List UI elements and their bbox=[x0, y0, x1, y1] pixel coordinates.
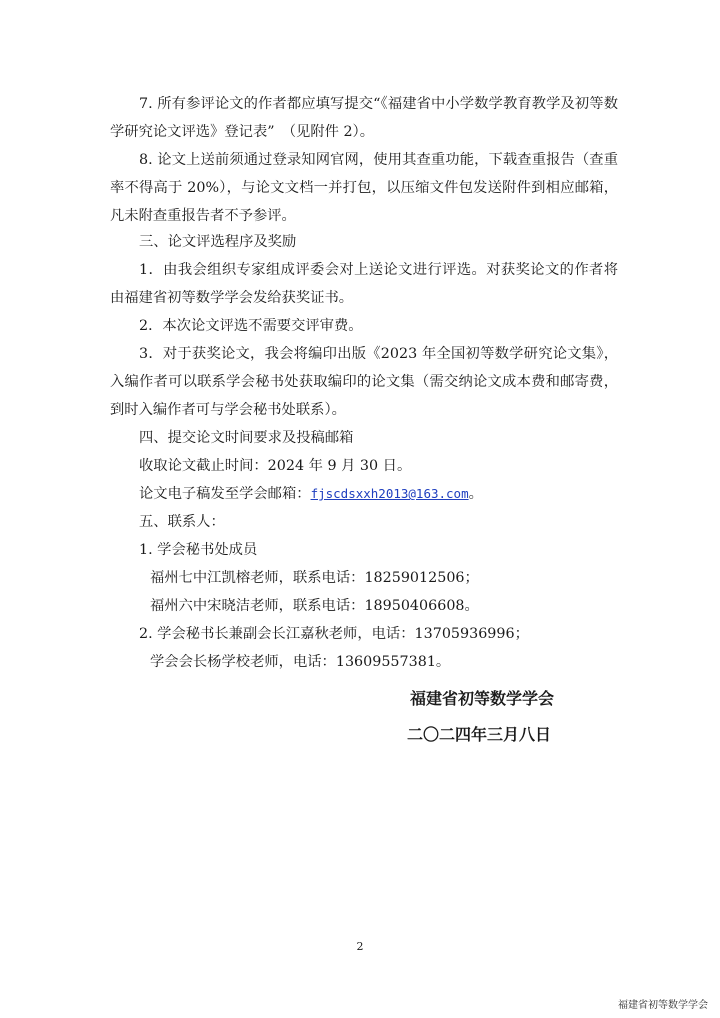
section-4-heading: 四、提交论文时间要求及投稿邮箱 bbox=[139, 430, 354, 446]
contact-song-xiaojie: 福州六中宋晓洁老师，联系电话：18950406608。 bbox=[150, 598, 479, 614]
email-suffix: 。 bbox=[468, 486, 483, 502]
paragraph-8: 8. 论文上送前须通过登录知网官网，使用其查重功能，下载查重报告（查重率不得高于 20%），与论文文档一并打包，以压缩文件包发送附件到相应邮箱，凡未附查重报告者不予参评。 bbox=[110, 152, 618, 224]
section-3-heading: 三、论文评选程序及奖励 bbox=[139, 234, 297, 250]
contact-jiang-kairong: 福州七中江凯榕老师，联系电话：18259012506； bbox=[150, 570, 479, 586]
section-5-heading: 五、联系人： bbox=[139, 514, 225, 530]
contact-yang-xuexiao: 学会会长杨学校老师，电话：13609557381。 bbox=[150, 654, 451, 670]
submission-deadline: 收取论文截止时间：2024 年 9 月 30 日。 bbox=[139, 458, 412, 474]
email-link[interactable]: fjscdsxxh2013@163.com bbox=[310, 486, 469, 501]
submission-email-line bbox=[139, 483, 483, 505]
section-3-item-1: 1．由我会组织专家组成评委会对上送论文进行评选。对获奖论文的作者将由福建省初等数学学会发给获奖证书。 bbox=[110, 262, 618, 306]
signature-organization: 福建省初等数学学会 bbox=[410, 689, 555, 708]
section-5-item-1: 1. 学会秘书处成员 bbox=[139, 542, 258, 558]
paragraph-7: 7. 所有参评论文的作者都应填写提交“《福建省中小学数学教育教学及初等数学研究论文评选》登记表” （见附件 2）。 bbox=[110, 96, 618, 140]
signature-date: 二〇二四年三月八日 bbox=[407, 725, 552, 744]
footer-watermark: 福建省初等数学学会 bbox=[618, 1000, 708, 1011]
section-5-item-2: 2. 学会秘书长兼副会长江嘉秋老师，电话：13705936996； bbox=[139, 626, 529, 642]
email-prefix: 论文电子稿发至学会邮箱： bbox=[139, 486, 311, 502]
section-3-item-2: 2．本次论文评选不需要交评审费。 bbox=[139, 318, 363, 334]
section-3-item-3: 3．对于获奖论文，我会将编印出版《2023 年全国初等数学研究论文集》，入编作者可以联系学会秘书处获取编印的论文集（需交纳论文成本费和邮寄费，到时入编作者可与学会秘书处联系）。 bbox=[110, 346, 618, 418]
page-number: 2 bbox=[356, 940, 364, 953]
